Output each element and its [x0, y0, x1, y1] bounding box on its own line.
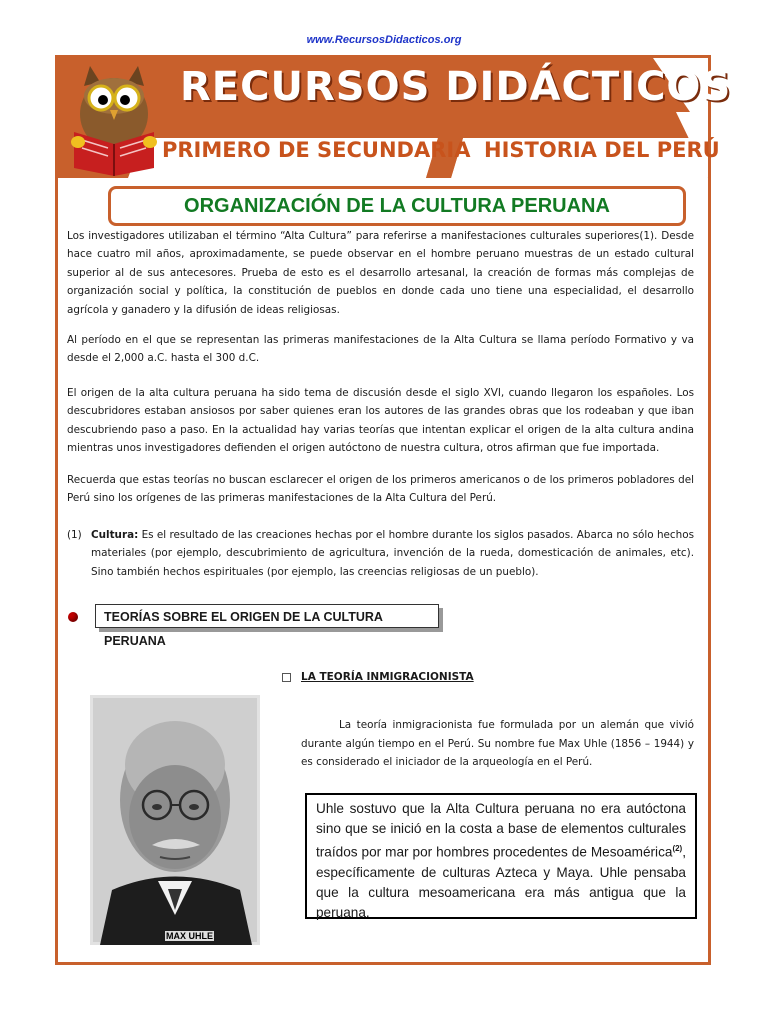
paragraph-text: Al período en el que se representan las primeras manifestaciones de la Alta Cultura se llama período Formativo y va desde el 2,000 a.C. hasta el 300 d.C. [67, 334, 694, 365]
quote-text-after: , específicamente de culturas Azteca y Maya. Uhle pensaba que la cultura mesoamericana era más antigua que la peruana. [316, 844, 686, 920]
footnote-body [91, 526, 694, 581]
photo-caption: MAX UHLE [166, 931, 213, 941]
quote-superscript: (2) [672, 844, 683, 853]
footnote-number: (1) [67, 529, 82, 541]
max-uhle-portrait [90, 695, 260, 945]
paragraph-text: Los investigadores utilizaban el término “Alta Cultura” para referirse a manifestaciones culturales superiores(1). Desde hace cuatro mil años, aproximadamente, se puede observar en el hombre peruano muestras de un estado cultural superior al de sus antecesores. Prueba de esto es el desarrollo artesanal, la creación de formas más complejas de organización social y política, la constitución de pueblos en donde cada uno tiene una especialidad, el desarrollo agrícola y ganadero y la difusión de ideas religiosas. [67, 230, 694, 316]
checkbox-bullet-icon [282, 673, 291, 682]
paragraph-2 [67, 331, 694, 368]
footnote-definition [67, 526, 694, 581]
paragraph-text: Recuerda que estas teorías no buscan esclarecer el origen de los primeros americanos o de los primeros pobladores del Perú sino los orígenes de las primeras manifestaciones de la Alta Cultura del Perú. [67, 474, 694, 505]
owl-logo [66, 58, 162, 176]
footnote-text: Es el resultado de las creaciones hechas por el hombre durante los siglos pasados. Abarca no sólo hechos materiales (por ejemplo, descubrimiento de agricultura, invención de la rueda, domesticación de animales, etc). Sino también hechos espirituales (por ejemplo, las creencias religiosas de un pueblo). [91, 529, 694, 578]
bullet-icon [68, 612, 78, 622]
paragraph-4 [67, 471, 694, 508]
paragraph-1 [67, 227, 694, 319]
paragraph-3 [67, 384, 694, 458]
grade-label: PRIMERO DE SECUNDARIA [162, 138, 471, 162]
quote-text: Uhle sostuvo que la Alta Cultura peruana no era autóctona sino que se inició en la costa a base de elementos culturales traídos por mar por hombres procedentes de Mesoamérica [316, 801, 686, 860]
subject-label: HISTORIA DEL PERÚ [484, 138, 720, 162]
paragraph-text: El origen de la alta cultura peruana ha sido tema de discusión desde el siglo XVI, cuando llegaron los españoles. Los descubridores estaban ansiosos por saber quienes eran los autores de las grandes obras que los rodeaban y que iban descubriendo paso a paso. En la actualidad hay varias teorías que intentan explicar el origen de la alta cultura andina mientras unos investigadores defienden el origen autóctono de nuestra cultura, otros afirman que fue importada. [67, 387, 694, 455]
quote-box [305, 793, 697, 919]
brand-title: RECURSOS DIDÁCTICOS [180, 64, 732, 110]
site-url[interactable]: www.RecursosDidacticos.org [306, 34, 462, 46]
page-title: ORGANIZACIÓN DE LA CULTURA PERUANA [108, 186, 686, 226]
theory-paragraph-text: La teoría inmigracionista fue formulada por un alemán que vivió durante algún tiempo en el Perú. Su nombre fue Max Uhle (1856 – 1944) y es considerado el iniciador de la arqueología en el Perú. [301, 719, 694, 769]
subsection-heading [282, 671, 474, 683]
footnote-term: Cultura: [91, 529, 139, 541]
subsection-heading-label: LA TEORÍA INMIGRACIONISTA [301, 671, 474, 683]
theory-paragraph [301, 716, 694, 772]
section-heading: TEORÍAS SOBRE EL ORIGEN DE LA CULTURA PERUANA [95, 604, 439, 628]
